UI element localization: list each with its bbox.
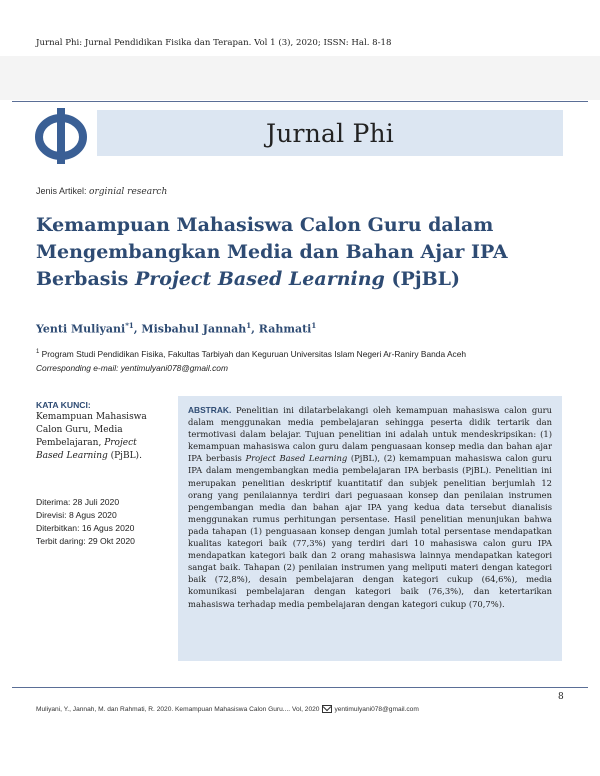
author-list [36, 321, 576, 336]
article-dates [36, 496, 166, 548]
keywords-part: Kemampuan Mahasiswa Calon Guru, Media Pembelajaran, [36, 412, 147, 448]
phi-logo-icon [30, 104, 92, 166]
journal-name: Jurnal Phi [266, 118, 394, 148]
abstract-text [188, 404, 552, 610]
article-type-label: Jenis Artikel: [36, 186, 90, 196]
page-number: 8 [558, 692, 564, 702]
author-sup: *1 [125, 321, 134, 330]
running-head: Jurnal Phi: Jurnal Pendidikan Fisika dan Terapan. Vol 1 (3), 2020; ISSN: Hal. 8-18 [36, 38, 392, 48]
article-title [36, 212, 576, 293]
author-sup: 1 [311, 321, 317, 330]
affiliation-sup: 1 [36, 349, 40, 356]
date-online: Terbit daring: 29 Okt 2020 [36, 536, 135, 546]
header-band [0, 56, 600, 100]
footer-citation-text: Muliyani, Y., Jannah, M. dan Rahmati, R. 2020. Kemampuan Mahasiswa Calon Guru.... Vol, 2020 [36, 705, 320, 713]
corresponding-email-link[interactable]: yentimulyani078@gmail.com [120, 363, 228, 373]
abstract-heading: ABSTRAK. [188, 405, 232, 415]
footer-citation [36, 705, 566, 713]
abstract-italic: Project Based Learning [245, 453, 348, 464]
keywords-text [36, 411, 166, 463]
abstract-part: Penelitian ini dilatarbelakangi oleh kemampuan mahasiswa calon guru dalam menggunakan media pembelajaran sehingga peserta didik tertarik dan termotivasi dalam belajar. Tujuan penelitian ini adalah untuk mendeskripsikan: (1) kemampuan mahasiswa calon guru dalam penguasaan konsep media dan bahan ajar IPA berbasis [188, 405, 552, 464]
sidebar-keywords [36, 400, 166, 548]
author-separator: , [251, 322, 259, 336]
author-separator: , [133, 322, 142, 336]
abstract-box [178, 396, 562, 661]
footer-email[interactable]: yentimulyani078@gmail.com [334, 705, 419, 713]
top-divider [12, 101, 588, 102]
bottom-divider [12, 687, 588, 688]
journal-name-box [97, 110, 563, 156]
abstract-part: (PjBL), (2) kemampuan mahasiswa calon guru IPA dalam mengembangkan media pembelajaran IPA berbasis (PjBL). Penelitian ini merupakan penelitian deskriptif kuantitatif dan subjek penelitian berjumlah 12 orang yang penilaiannya terdiri dari peguasaan konsep dan penilaian instrumen pengembangan media dan bahan ajar IPA yang kedua data tersebut dianalisis menggunakan rumus perhitungan persentase. Hasil penelitian menunjukan bahwa pada tahapan (1) penguasaan konsep dengan jumlah total persentase mendapatkan kualitas kategori baik (77,3%) yang terdiri dari 10 mahasiswa calon guru IPA mendapatkan kategori baik dan 2 orang mahasiswa lainnya mendapatkan kategori sangat baik. Tahapan (2) penilaian instrumen yang meliputi materi dengan kategori baik (72,8%), desain pembelajaran dengan kategori cukup (64,6%), media komunikasi pembelajaran dengan kategori baik (76,3%), dan ketertarikan mahasiswa terhadap media pembelajaran dengan kategori cukup (70,7%). [188, 453, 552, 609]
date-received: Diterima: 28 Juli 2020 [36, 497, 120, 507]
date-published: Diterbitkan: 16 Agus 2020 [36, 523, 135, 533]
keywords-italic: Project Based Learning [36, 438, 137, 461]
article-type-value: orginial research [89, 187, 168, 197]
corresponding-email [36, 363, 576, 373]
mail-icon [322, 705, 332, 713]
author-name: Yenti Muliyani [36, 322, 126, 336]
corresponding-label: Corresponding e-mail: [36, 363, 121, 373]
article-type [36, 186, 167, 197]
keywords-part: (PjBL). [107, 451, 142, 461]
affiliation-text: Program Studi Pendidikan Fisika, Fakultas Tarbiyah dan Keguruan Universitas Islam Negeri Ar-Raniry Banda Aceh [39, 349, 467, 359]
title-part: Kemampuan Mahasiswa Calon Guru dalam Mengembangkan Media dan Bahan Ajar IPA Berbasis [36, 214, 508, 290]
date-revised: Direvisi: 8 Agus 2020 [36, 510, 117, 520]
author-name: Misbahul Jannah [141, 322, 247, 336]
title-italic-part: Project Based Learning [134, 268, 385, 290]
title-part: (PjBL) [384, 268, 461, 290]
author-sup: 1 [246, 321, 252, 330]
author-name: Rahmati [258, 322, 312, 336]
keywords-heading: KATA KUNCI: [36, 400, 91, 410]
affiliation [36, 349, 581, 359]
